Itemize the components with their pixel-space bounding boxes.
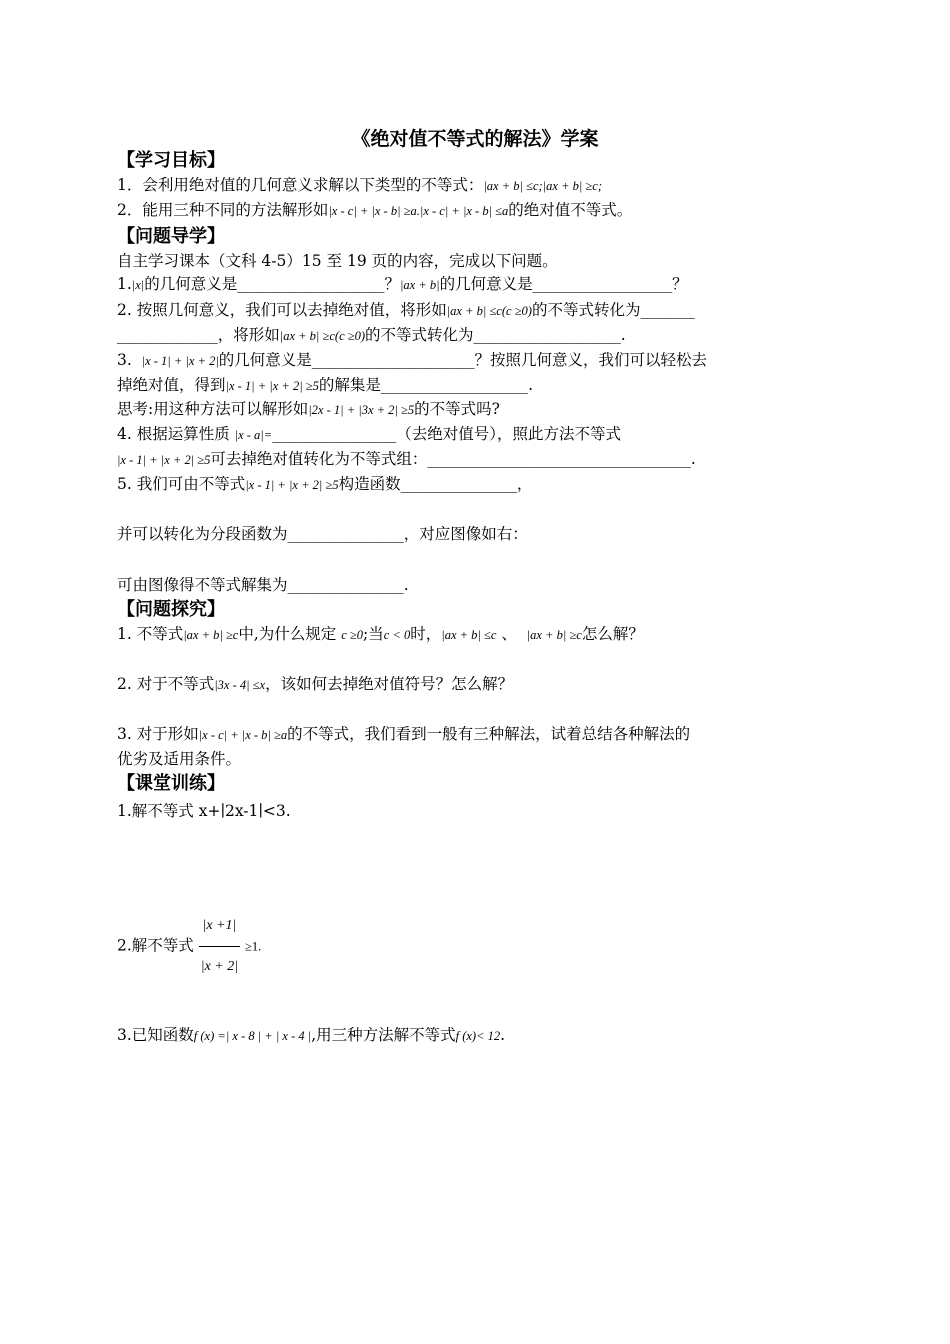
guide-q2-line1 [117, 299, 695, 322]
q3-math-2: |x - 1| + |x + 2| ≥5 [225, 379, 319, 393]
p2-numerator: |x +1| [199, 906, 240, 947]
e3-math: |x - c| + |x - b| ≥a [198, 728, 288, 742]
p3-math-2: f (x)< 12 [455, 1029, 501, 1043]
goal-2-math: |x - c| + |x - b| ≥a.|x - c| + |x - b| ≤a [328, 204, 509, 218]
goal-2-text-a: 2．能用三种不同的方法解形如 [117, 201, 329, 219]
guide-q2-line2 [117, 324, 626, 347]
q1-math-2: |ax + b| [399, 278, 440, 292]
think-math: |2x - 1| + |3x + 2| ≥5 [308, 403, 415, 417]
guide-q5-line3: 可由图像得不等式解集为_______________. [117, 576, 409, 594]
q3-num: 3. [117, 351, 132, 369]
think-text-b: 的不等式吗? [414, 400, 500, 418]
practice-q1: 1.解不等式 x+∣2x-1∣<3. [117, 802, 291, 820]
q4-line2-math: |x - 1| + |x + 2| ≥5 [117, 453, 211, 467]
explore-q2 [117, 673, 513, 696]
q1-text-b: 的几何意义是___________________？ [144, 275, 400, 293]
section-goals-heading: 【学习目标】 [117, 150, 225, 171]
e1-math-5: |ax + b| ≥c [526, 628, 582, 642]
e1-math-4: |ax + b| ≤c [441, 628, 497, 642]
q4-math: |x - a|= [234, 428, 273, 442]
q1-text-c: 的几何意义是__________________？ [439, 275, 688, 293]
p2-denominator: |x + 2| [200, 959, 239, 974]
q2-math-1: |ax + b| ≤c(c ≥0) [446, 304, 532, 318]
page-title: 《绝对值不等式的解法》学案 [351, 128, 599, 150]
section-guide-heading: 【问题导学】 [117, 226, 225, 247]
e2-text-b: ，该如何去掉绝对值符号？怎么解？ [265, 675, 514, 693]
guide-q5-line2: 并可以转化为分段函数为_______________，对应图像如右： [117, 525, 528, 543]
q4-line2-text: 可去掉绝对值转化为不等式组：__________________________________. [210, 450, 696, 468]
section-explore-heading: 【问题探究】 [117, 599, 225, 620]
p3-text-c: . [500, 1026, 506, 1044]
e1-text-c: ;当 [363, 625, 384, 643]
e1-math-3: c < 0 [383, 628, 411, 642]
q2-line2-a: _____________，将形如 [117, 326, 280, 344]
q2-text-b: 的不等式转化为_______ [531, 301, 695, 319]
q3-math-1: |x - 1| + |x + 2| [141, 354, 219, 368]
q2-line2-b: 的不等式转化为___________________. [365, 326, 626, 344]
guide-q4-line1 [117, 423, 621, 446]
e2-math: |3x - 4| ≤x [214, 678, 266, 692]
guide-q3-line1 [117, 349, 707, 372]
q3-line2-a: 掉绝对值，得到 [117, 376, 226, 394]
e3-text-b: 的不等式，我们看到一般有三种解法，试着总结各种解法的 [287, 725, 691, 743]
q1-math-1: |x| [131, 278, 145, 292]
q2-math-2: |ax + b| ≥c(c ≥0) [279, 329, 366, 343]
q4-text-b: ________________（去绝对值号），照此方法不等式 [272, 425, 621, 443]
e1-math-2: c ≥0 [341, 628, 364, 642]
q3-text-b: 的几何意义是_____________________？按照几何意义，我们可以轻松去 [218, 351, 708, 369]
q5-math: |x - 1| + |x + 2| ≥5 [245, 478, 339, 492]
explore-q3-line2: 优劣及适用条件。 [117, 750, 242, 768]
e3-text-a: 3. 对于形如 [117, 725, 199, 743]
guide-think [117, 398, 500, 421]
guide-q4-line2 [117, 448, 696, 471]
guide-q3-line2 [117, 374, 533, 397]
goal-2 [117, 199, 632, 222]
e1-text-f: 怎么解？ [581, 625, 644, 643]
goal-1 [117, 174, 602, 197]
e1-text-b: 中,为什么规定 [238, 625, 337, 643]
goal-2-text-b: 的绝对值不等式。 [508, 201, 633, 219]
e1-text-d: 时， [410, 625, 442, 643]
e1-text-a: 1. 不等式 [117, 625, 184, 643]
p2-text-b: ≥1. [245, 939, 262, 954]
q3-line2-b: 的解集是___________________. [318, 376, 534, 394]
section-practice-heading: 【课堂训练】 [117, 773, 225, 794]
q4-text-a: 4. 根据运算性质 [117, 425, 230, 443]
guide-intro: 自主学习课本（文科 4-5）15 至 19 页的内容，完成以下问题。 [117, 252, 558, 270]
q1-num: 1. [117, 275, 132, 293]
p2-text-a: 2.解不等式 [117, 936, 194, 955]
think-text-a: 思考:用这种方法可以解形如 [117, 400, 309, 418]
q2-text-a: 2. 按照几何意义，我们可以去掉绝对值，将形如 [117, 301, 447, 319]
practice-q2 [117, 906, 261, 987]
guide-q1 [117, 273, 688, 296]
q5-text-a: 5. 我们可由不等式 [117, 475, 246, 493]
q5-text-b: 构造函数_______________， [338, 475, 533, 493]
explore-q3-line1 [117, 723, 690, 746]
practice-q3 [117, 1024, 505, 1047]
explore-q1 [117, 623, 644, 646]
p3-text-b: ,用三种方法解不等式 [311, 1026, 456, 1044]
p3-math-1: f (x) =| x - 8 | + | x - 4 | [193, 1029, 312, 1043]
p3-text-a: 3.已知函数 [117, 1026, 194, 1044]
e2-text-a: 2. 对于不等式 [117, 675, 215, 693]
p2-fraction [199, 906, 240, 987]
e1-math-1: |ax + b| ≥c [183, 628, 239, 642]
goal-1-math: |ax + b| ≤c;|ax + b| ≥c; [483, 179, 602, 193]
goal-1-text: 1．会利用绝对值的几何意义求解以下类型的不等式： [117, 176, 484, 194]
guide-q5-line1 [117, 473, 532, 496]
e1-text-e: 、 [501, 625, 517, 643]
